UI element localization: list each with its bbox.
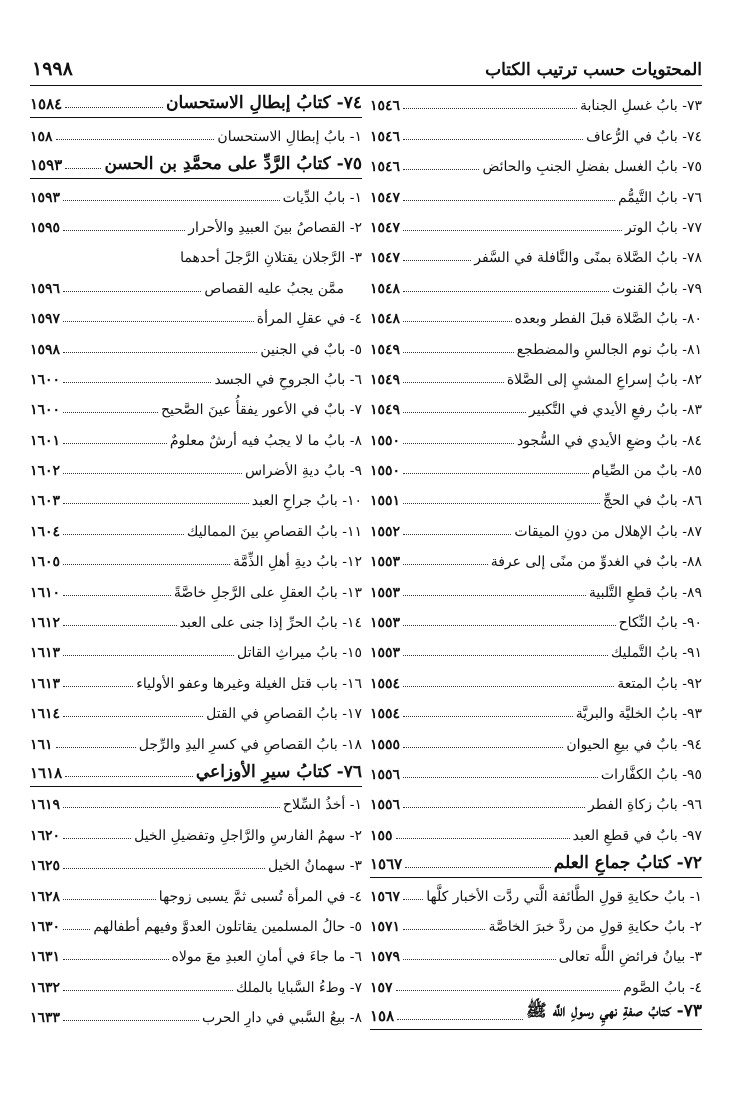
toc-page-number: ١٥٩٧: [30, 311, 61, 328]
toc-entry: [30, 969, 362, 999]
toc-section-heading: [30, 149, 362, 179]
toc-entry-title: ٩- بابُ ديةِ الأضراس: [244, 463, 362, 480]
toc-entry-title: ٧٤- بابٌ في الرُّعاف: [586, 128, 702, 145]
toc-page-number: ١٥٩٣: [30, 156, 63, 175]
page-header: [30, 56, 702, 86]
toc-entry: [370, 878, 702, 908]
leader-dots: [63, 290, 201, 292]
toc-page-number: ١٦١٢: [30, 615, 61, 632]
toc-entry-title: ٢- القصاصُ بينَ العبيدِ والأحرار: [188, 219, 362, 236]
leader-dots: [65, 106, 163, 108]
leader-dots: [403, 442, 514, 444]
page-number: ١٩٩٨: [32, 58, 73, 80]
toc-page-number: ١٥٥٣: [370, 554, 401, 571]
toc-entry-title: ١٢- بابُ ديةِ أهلِ الذِّمَّة: [233, 554, 362, 571]
toc-entry: [370, 726, 702, 756]
toc-entry-title: ٧٣- بابُ غسلِ الجنابة: [580, 98, 702, 115]
toc-entry-title: ٢- بابُ حكايةِ قولِ من ردَّ خبرَ الخاصَّة: [488, 918, 702, 935]
toc-page-number: ١٦٢٠: [30, 827, 61, 844]
leader-dots: [403, 715, 573, 717]
toc-entry: [30, 635, 362, 665]
toc-page-number: ١٦١٤: [30, 706, 61, 723]
leader-dots: [403, 320, 512, 322]
toc-entry: [370, 392, 702, 422]
toc-page-number: ١٦٢٨: [30, 888, 61, 905]
toc-page-number: ١٦١٩: [30, 797, 61, 814]
toc-entry: [370, 574, 702, 604]
toc-entry-title: ٩١- بابُ التَّمليك: [610, 645, 702, 662]
toc-page-number: ١٥٩٨: [30, 341, 61, 358]
toc-page-number: ١٥٥٦: [370, 766, 401, 783]
toc-page-number: ١٥٥٣: [370, 584, 401, 601]
toc-page-number: ١٦٠٠: [30, 402, 61, 419]
toc-entry-title: ١٠- بابُ جراحِ العبد: [251, 493, 362, 510]
toc-entry-title: ١- بابُ الدِّيات: [282, 189, 362, 206]
toc-page-number: ١٦١٨: [30, 763, 63, 782]
toc-page-number: ١٥٥٠: [370, 432, 401, 449]
leader-dots: [403, 563, 488, 565]
toc-entry-title: ٣- الرَّجلان يقتلانِ الرَّجلَ أحدهما: [180, 250, 362, 267]
toc-page-number: ١٦٣٣: [30, 1010, 61, 1027]
toc-page-number: ١٥٥٤: [370, 675, 401, 692]
leader-dots: [403, 411, 526, 413]
toc-entry-title: ٩٥- بابُ الكفَّارات: [600, 766, 702, 783]
toc-entry: [370, 817, 702, 847]
toc-page-number: ١٥٥٣: [370, 615, 401, 632]
toc-page-number: ١٥٤٨: [370, 311, 401, 328]
header-rule: [30, 85, 702, 86]
toc-page-number: ١٥٥١: [370, 493, 401, 510]
leader-dots: [396, 989, 621, 991]
toc-entry-title: ٨٨- بابٌ في الغدوِّ من منًى إلى عرفة: [490, 554, 702, 571]
toc-entry: [370, 88, 702, 118]
toc-entry-title: ١- بابُ حكايةِ قولِ الطَّائفة الَّتي ردَّت الأخبار كلَّها: [426, 888, 702, 905]
leader-dots: [33, 260, 177, 261]
leader-dots: [403, 533, 511, 535]
toc-page-number: ١٥٤٨: [370, 280, 401, 297]
leader-dots: [403, 199, 615, 201]
toc-entry-title: ٨- بيعُ السَّبي في دارِ الحرب: [202, 1010, 362, 1027]
toc-entry: [30, 392, 362, 422]
leader-dots: [63, 411, 158, 413]
toc-page-number: ١٥٤٦: [370, 98, 401, 115]
toc-entry-title: ٤- في المرأة تُسبى ثمَّ يسبى زوجها: [158, 888, 362, 905]
leader-dots: [65, 167, 101, 169]
toc-page-number: ١٦٣٢: [30, 979, 61, 996]
toc-entry-title: ٩٤- بابٌ في بيعِ الحيوان: [566, 736, 702, 753]
leader-dots: [63, 958, 168, 960]
toc-entry-title: ٥- بابٌ في الجنين: [260, 341, 362, 358]
toc-entry: [370, 331, 702, 361]
toc-entry-title: ٧٧- بابُ الوتر: [624, 219, 702, 236]
toc-page-number: ١٦١٣: [30, 645, 61, 662]
toc-entry-title: ١١- بابُ القصاصِ بينَ المماليك: [186, 523, 362, 540]
toc-entry: [370, 909, 702, 939]
toc-entry: [30, 453, 362, 483]
toc-entry: [30, 270, 362, 300]
toc-entry-title: ٧٦- بابُ التَّيمُّم: [617, 189, 702, 206]
toc-entry-title: ٨٠- بابُ الصَّلاة قبلَ الفطر وبعده: [514, 311, 702, 328]
toc-entry: [30, 422, 362, 452]
toc-page-number: ١٦٠٥: [30, 554, 61, 571]
toc-entry: [370, 757, 702, 787]
leader-dots: [56, 746, 136, 748]
leader-dots: [63, 594, 171, 596]
toc-entry-title: ٩٠- بابُ النِّكاح: [618, 615, 702, 632]
toc-entry: [30, 939, 362, 969]
toc-entry-title: ١٦- باب قتل الغيلة وغيرها وعفو الأولياء: [136, 675, 362, 692]
toc-page-number: ١٥٥٦: [370, 797, 401, 814]
toc-entry-title: ٧٣- كتابُ صفةِ نهيِ رسولِ اللَّه ﷺ: [526, 1001, 702, 1022]
leader-dots: [63, 229, 185, 231]
toc-page-number: ١٦٢٥: [30, 858, 61, 875]
toc-entry: [370, 422, 702, 452]
toc-page-number: ١٥٤٧: [370, 219, 401, 236]
toc-entry-title: ٢- سهمُ الفارسِ والرَّاجلِ وتفضيلِ الخيل: [134, 827, 362, 844]
leader-dots: [63, 867, 265, 869]
toc-entry: [370, 301, 702, 331]
toc-entry: [370, 362, 702, 392]
toc-entry-title: ٣- بيانُ فرائضِ اللَّه تعالى: [558, 949, 702, 966]
leader-dots: [403, 168, 479, 170]
leader-dots: [63, 685, 133, 687]
toc-entry: [370, 453, 702, 483]
toc-entry: [30, 210, 362, 240]
toc-page-number: ١٥٧: [370, 979, 393, 996]
leader-dots: [397, 1018, 523, 1020]
toc-entry-title: ١- أخذُ السِّلاح: [282, 797, 362, 814]
toc-page-number: ١٥٤٩: [370, 402, 401, 419]
leader-dots: [63, 563, 230, 565]
toc-entry-title: ٧- بابٌ في الأعور يفقأُ عينَ الصَّحيح: [160, 402, 362, 419]
toc-entry-title: ٨- بابُ ما لا يجبُ فيه أرشٌ معلومٌ: [169, 432, 362, 449]
toc-entry: [370, 969, 702, 999]
toc-entry: [30, 118, 362, 148]
toc-page-number: ١٥٥٤: [370, 706, 401, 723]
toc-page-number: ١٥٨٤: [30, 95, 63, 114]
leader-dots: [403, 898, 423, 900]
toc-entry: [30, 878, 362, 908]
toc-page-number: ١٥٦٧: [370, 888, 401, 905]
toc-page-number: ١٥٤٧: [370, 189, 401, 206]
toc-entry-title: ١٨- بابُ القصاصِ في كسرِ اليدِ والرِّجل: [138, 736, 362, 753]
toc-entry: [370, 270, 702, 300]
toc-entry: [370, 179, 702, 209]
toc-entry: [370, 665, 702, 695]
leader-dots: [63, 320, 254, 322]
toc-entry-title: ٣- سهمانُ الخيل: [267, 858, 362, 875]
toc-page-number: ١٥٤٧: [370, 250, 401, 267]
toc-entry: [30, 665, 362, 695]
toc-entry-title: ٧٥- بابُ الغسل بفضلِ الجنبِ والحائض: [482, 159, 702, 176]
leader-dots: [403, 351, 514, 353]
toc-page-number: ١٥٩٣: [30, 189, 61, 206]
leader-dots: [63, 654, 234, 656]
toc-entry: [30, 605, 362, 635]
toc-page-number: ١٥٧٩: [370, 949, 401, 966]
toc-entry-title: ٨١- بابُ نوم الجالسِ والمضطجع: [516, 341, 702, 358]
leader-dots: [403, 259, 471, 261]
toc-entry-title: ٨٦- بابٌ في الحجِّ: [602, 493, 702, 510]
leader-dots: [403, 290, 609, 292]
toc-entry: [370, 787, 702, 817]
toc-entry: [30, 909, 362, 939]
toc-entry-title: ٨٩- بابُ قطعِ التَّلبية: [588, 584, 702, 601]
leader-dots: [403, 381, 504, 383]
toc-page-number: ١٥٩٦: [30, 280, 61, 297]
toc-entry: [30, 787, 362, 817]
leader-dots: [403, 229, 622, 231]
leader-dots: [403, 502, 600, 504]
toc-entry: [30, 301, 362, 331]
toc-entry: [30, 1000, 362, 1030]
leader-dots: [403, 654, 608, 656]
toc-page-number: ١٦٠٠: [30, 371, 61, 388]
toc-entry-title: ٧٤- كتابُ إبطالِ الاستحسان: [165, 93, 362, 114]
toc-page-number: ١٦٣٠: [30, 918, 61, 935]
toc-page-number: ١٦١٠: [30, 584, 61, 601]
toc-entry-title: ٤- في عقلِ المرأة: [256, 311, 362, 328]
leader-dots: [403, 685, 614, 687]
leader-dots: [63, 928, 90, 930]
toc-entry: [30, 696, 362, 726]
toc-page-number: ١٥٨: [370, 1007, 395, 1026]
toc-entry-title: ٨٤- بابُ وضعِ الأيدي في السُّجود: [516, 432, 702, 449]
leader-dots: [63, 442, 167, 444]
leader-dots: [403, 594, 586, 596]
toc-page-number: ١٦٠٣: [30, 493, 61, 510]
toc-page-number: ١٦١: [30, 736, 53, 753]
toc-page-number: ١٦٠٢: [30, 463, 61, 480]
leader-dots: [403, 472, 589, 474]
toc-entry: [30, 574, 362, 604]
toc-entry-title: ٨٥- بابٌ من الصِّيام: [591, 463, 702, 480]
leader-dots: [403, 776, 598, 778]
toc-entry: [30, 513, 362, 543]
leader-dots: [63, 989, 233, 991]
toc-entry: [30, 726, 362, 756]
leader-dots: [56, 138, 215, 140]
leader-dots: [396, 837, 570, 839]
toc-entry-title: ممَّن يجبُ عليه القصاص: [204, 280, 344, 297]
leader-dots: [63, 715, 203, 717]
leader-dots: [403, 138, 583, 140]
toc-entry: [30, 362, 362, 392]
toc-entry: [30, 544, 362, 574]
toc-entry: [370, 118, 702, 148]
leader-dots: [403, 746, 563, 748]
toc-entry-title: ١٤- بابُ الحرِّ إذا جنى على العبد: [179, 615, 362, 632]
toc-entry: [370, 513, 702, 543]
toc-page-number: ١٥٥٠: [370, 463, 401, 480]
toc-entry: [30, 240, 362, 270]
toc-entry-title: ١- بابُ إبطالِ الاستحسان: [217, 128, 362, 145]
toc-entry-title: ١٧- بابُ القصاصِ في القتل: [206, 706, 362, 723]
toc-page-number: ١٥٤٦: [370, 159, 401, 176]
toc-page-number: ١٦٣١: [30, 949, 61, 966]
toc-entry-title: ١٣- بابُ العقلِ على الرَّجلِ خاصَّةً: [173, 584, 362, 601]
leader-dots: [63, 472, 242, 474]
toc-page-number: ١٥٥: [370, 827, 393, 844]
toc-entry-title: ٦- بابُ الجروحِ في الجسد: [214, 371, 362, 388]
toc-section-heading: [370, 1000, 702, 1030]
toc-page-number: ١٦١٣: [30, 675, 61, 692]
leader-dots: [63, 898, 156, 900]
toc-page-number: ١٦٠٤: [30, 523, 61, 540]
leader-dots: [63, 502, 249, 504]
leader-dots: [65, 775, 193, 777]
toc-section-heading: [30, 757, 362, 787]
toc-entry-title: ١٥- بابُ ميراثِ القاتل: [237, 645, 362, 662]
running-title: المحتويات حسب ترتيب الكتاب: [485, 60, 702, 80]
leader-dots: [403, 806, 585, 808]
toc-entry-title: ٤- بابُ الصَّوم: [623, 979, 702, 996]
toc-entry-title: ٧٥- كتابُ الرَّدِّ على محمَّدِ بن الحسن: [104, 154, 362, 175]
toc-column-right: [370, 88, 702, 1030]
toc-entry-title: ٨٣- بابُ رفعِ الأيدي في التَّكبير: [529, 402, 702, 419]
toc-section-heading: [30, 88, 362, 118]
toc-entry: [370, 605, 702, 635]
toc-entry-title: ٩٢- بابُ المتعة: [617, 675, 702, 692]
toc-page-number: ١٥٧١: [370, 918, 401, 935]
leader-dots: [405, 866, 551, 868]
toc-entry: [30, 179, 362, 209]
toc-page-number: ١٥٥٣: [370, 645, 401, 662]
toc-entry-title: ٧- وطءُ السَّبايا بالملك: [235, 979, 362, 996]
toc-page-number: ١٥٤٦: [370, 128, 401, 145]
leader-dots: [63, 351, 257, 353]
leader-dots: [63, 806, 280, 808]
toc-entry-title: ٧٦- كتابُ سيرِ الأوزاعي: [195, 761, 362, 782]
toc-entry: [370, 240, 702, 270]
leader-dots: [63, 624, 176, 626]
toc-entry-title: ٧٢- كتابُ جماعِ العلم: [553, 853, 702, 874]
toc-entry-title: ٧٩- بابُ القنوت: [612, 280, 702, 297]
toc-page-number: ١٥٥٥: [370, 736, 401, 753]
toc-entry-title: ٨٧- بابُ الإهلال من دونِ الميقات: [514, 523, 702, 540]
toc-page-number: ١٥٩٥: [30, 219, 61, 236]
toc-entry: [30, 331, 362, 361]
toc-page-number: ١٥٨: [30, 128, 53, 145]
toc-entry: [370, 696, 702, 726]
toc-page-number: ١٥٤٩: [370, 371, 401, 388]
leader-dots: [63, 533, 184, 535]
leader-dots: [403, 928, 485, 930]
toc-entry-title: ٩٧- بابٌ في قطعِ العبد: [572, 827, 702, 844]
toc-column-left: [30, 88, 362, 1030]
toc-page-number: ١٥٤٩: [370, 341, 401, 358]
toc-entry-title: ٧٨- بابُ الصَّلاة بمنًى والنَّافلة في السَّفر: [474, 250, 702, 267]
leader-dots: [403, 624, 615, 626]
toc-entry-title: ٩٦- بابُ زكاةِ الفطر: [588, 797, 702, 814]
leader-dots: [63, 1019, 199, 1021]
toc-entry: [30, 817, 362, 847]
leader-dots: [403, 107, 577, 109]
toc-entry-title: ٦- ما جاءَ في أمانِ العبدِ معَ مولاه: [171, 949, 362, 966]
toc-page-number: ١٦٠١: [30, 432, 61, 449]
toc-entry: [370, 210, 702, 240]
toc-entry: [370, 149, 702, 179]
toc-page-number: ١٥٥٢: [370, 523, 401, 540]
toc-entry: [370, 544, 702, 574]
toc-page-number: ١٥٦٧: [370, 855, 403, 874]
leader-dots: [403, 958, 556, 960]
toc-entry: [370, 483, 702, 513]
leader-dots: [63, 381, 211, 383]
leader-dots: [63, 837, 131, 839]
toc-entry: [370, 635, 702, 665]
toc-entry-title: ٨٢- بابُ إسراعِ المشيِ إلى الصَّلاة: [506, 371, 702, 388]
toc-entry-title: ٥- حالُ المسلمين يقاتلون العدوَّ وفيهم أطفالهم: [93, 918, 362, 935]
toc-entry-title: ٩٣- بابُ الخليَّة والبريَّة: [575, 706, 702, 723]
leader-dots: [63, 199, 280, 201]
toc-section-heading: [370, 848, 702, 878]
toc-entry: [30, 483, 362, 513]
toc-entry: [30, 848, 362, 878]
toc-entry: [370, 939, 702, 969]
